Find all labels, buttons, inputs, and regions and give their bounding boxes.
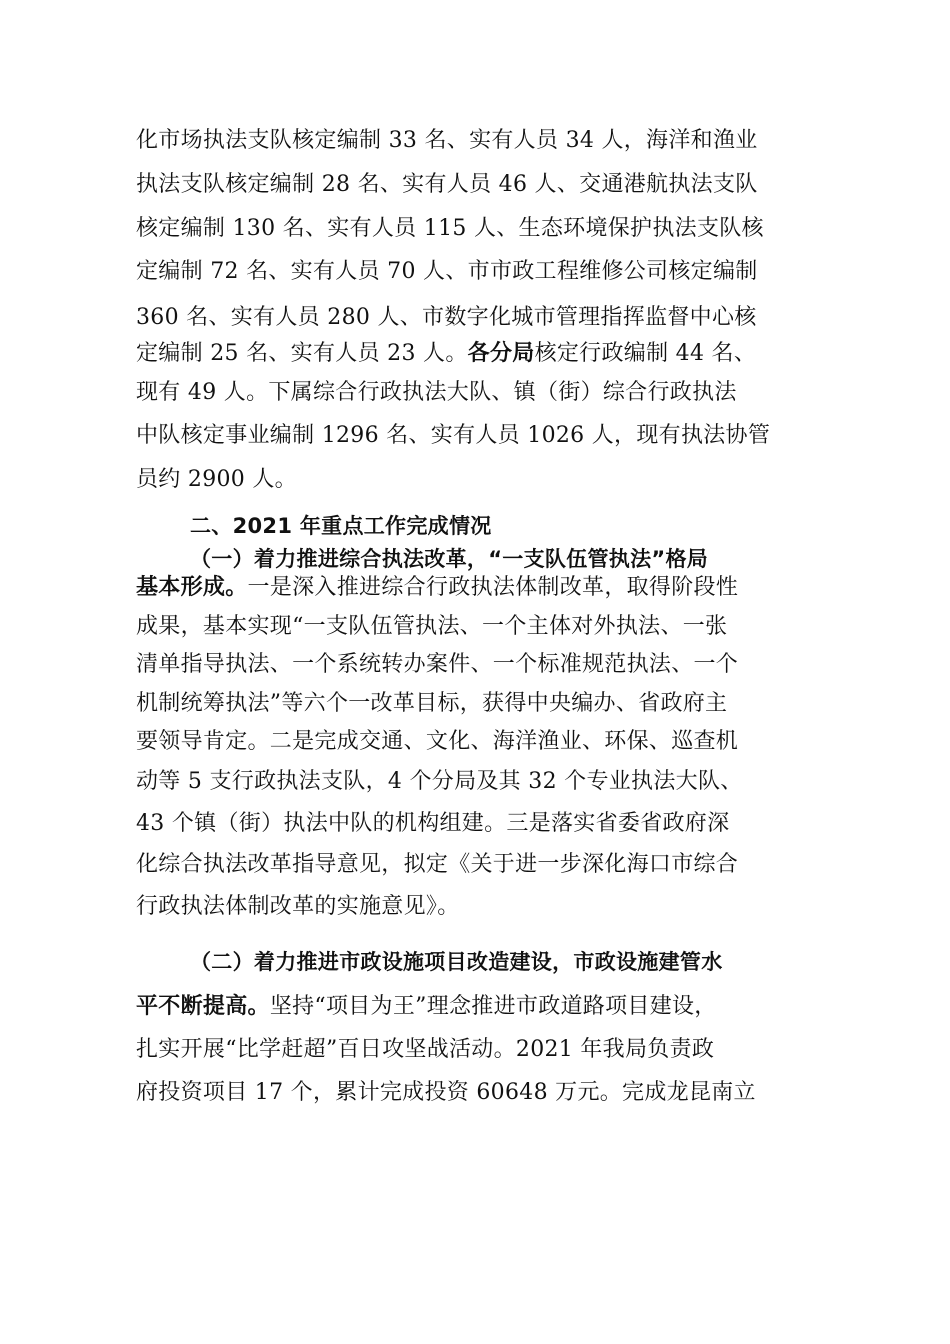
paragraph-line: 员约 2900 人。	[136, 467, 297, 492]
paragraph-line: 化综合执法改革指导意见，拟定《关于进一步深化海口市综合	[136, 852, 739, 877]
paragraph-line: 机制统筹执法”等六个一改革目标，获得中央编办、省政府主	[136, 691, 728, 716]
paragraph-line: 现有 49 人。下属综合行政执法大队、镇（街）综合行政执法	[136, 380, 737, 405]
bold-term: 各分局	[467, 341, 535, 366]
paragraph-line: 府投资项目 17 个，累计完成投资 60648 万元。完成龙昆南立	[136, 1080, 756, 1105]
paragraph-line: 中队核定事业编制 1296 名、实有人员 1026 人，现有执法协管	[136, 423, 771, 448]
subsection-heading: （二）着力推进市政设施项目改造建设，市政设施建管水	[190, 950, 723, 974]
bold-lead: 基本形成。	[136, 575, 248, 600]
paragraph-line: 基本形成。一是深入推进综合行政执法体制改革，取得阶段性	[136, 575, 739, 600]
section-heading: 二、2021 年重点工作完成情况	[190, 514, 492, 538]
paragraph-line: 要领导肯定。二是完成交通、文化、海洋渔业、环保、巡查机	[136, 729, 739, 754]
bold-lead: 平不断提高。	[136, 994, 270, 1019]
paragraph-line: 动等 5 支行政执法支队，4 个分局及其 32 个专业执法大队、	[136, 769, 743, 794]
paragraph-line: 核定编制 130 名、实有人员 115 人、生态环境保护执法支队核	[136, 216, 764, 241]
subsection-heading: （一）着力推进综合执法改革，“一支队伍管执法”格局	[190, 547, 709, 571]
paragraph-line: 成果，基本实现“一支队伍管执法、一个主体对外执法、一张	[136, 614, 728, 639]
paragraph-line: 43 个镇（街）执法中队的机构组建。三是落实省委省政府深	[136, 811, 730, 836]
paragraph-line: 清单指导执法、一个系统转办案件、一个标准规范执法、一个	[136, 652, 739, 677]
paragraph-line: 执法支队核定编制 28 名、实有人员 46 人、交通港航执法支队	[136, 172, 758, 197]
paragraph-line: 定编制 72 名、实有人员 70 人、市市政工程维修公司核定编制	[136, 259, 758, 284]
paragraph-line: 化市场执法支队核定编制 33 名、实有人员 34 人，海洋和渔业	[136, 128, 758, 153]
paragraph-line: 扎实开展“比学赶超”百日攻坚战活动。2021 年我局负责政	[136, 1037, 715, 1062]
paragraph-line: 行政执法体制改革的实施意见》。	[136, 894, 460, 919]
paragraph-line: 定编制 25 名、实有人员 23 人。各分局核定行政编制 44 名、	[136, 341, 757, 366]
paragraph-line: 360 名、实有人员 280 人、市数字化城市管理指挥监督中心核	[136, 305, 757, 330]
paragraph-line: 平不断提高。坚持“项目为王”理念推进市政道路项目建设，	[136, 994, 717, 1019]
